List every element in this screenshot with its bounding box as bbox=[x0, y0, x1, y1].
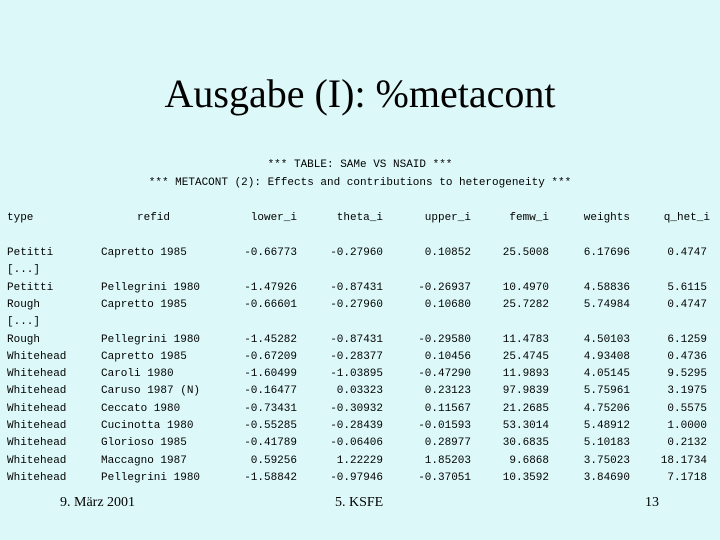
lower-i-cell: -1.60499 bbox=[244, 368, 297, 381]
refid-cell: Ceccato 1980 bbox=[101, 402, 181, 415]
theta-i-cell: -0.97946 bbox=[330, 471, 383, 484]
type-cell: Rough bbox=[7, 298, 41, 311]
femw-i-cell: 10.4970 bbox=[502, 281, 549, 294]
lower-i-cell: -0.73431 bbox=[244, 402, 297, 415]
type-cell: Whitehead bbox=[7, 471, 67, 484]
q-het-i-cell: 18.1734 bbox=[660, 454, 707, 467]
theta-i-cell: -0.87431 bbox=[330, 281, 383, 294]
q-het-i-cell: 1.0000 bbox=[667, 420, 707, 432]
type-cell: Whitehead bbox=[7, 350, 67, 363]
weights-cell: 5.48912 bbox=[583, 420, 630, 432]
column-header-lower-i: lower_i bbox=[250, 212, 297, 224]
lower-i-cell: -0.55285 bbox=[244, 420, 297, 432]
weights-cell: 4.05145 bbox=[583, 368, 630, 381]
type-cell: [...] bbox=[7, 316, 41, 329]
femw-i-cell: 53.3014 bbox=[502, 420, 549, 432]
lower-i-cell: -0.66773 bbox=[244, 247, 297, 259]
table-subtitle: *** METACONT (2): Effects and contributions to heterogeneity *** bbox=[148, 177, 572, 189]
femw-i-cell: 97.9839 bbox=[502, 385, 549, 398]
type-cell: Whitehead bbox=[7, 420, 67, 432]
upper-i-cell: 0.10680 bbox=[424, 298, 471, 311]
column-header-weights: weights bbox=[583, 212, 630, 224]
column-header-refid: refid bbox=[137, 212, 171, 224]
q-het-i-cell: 0.4747 bbox=[667, 298, 707, 311]
type-cell: Whitehead bbox=[7, 385, 67, 398]
lower-i-cell: -1.58842 bbox=[244, 471, 297, 484]
column-header-upper-i: upper_i bbox=[424, 212, 471, 224]
femw-i-cell: 11.4783 bbox=[502, 333, 549, 346]
lower-i-cell: -1.47926 bbox=[244, 281, 297, 294]
footer-event: 5. KSFE bbox=[335, 495, 384, 510]
refid-cell: Capretto 1985 bbox=[101, 298, 187, 311]
lower-i-cell: -0.41789 bbox=[244, 437, 297, 450]
femw-i-cell: 25.5008 bbox=[502, 247, 549, 259]
refid-cell: Caroli 1980 bbox=[101, 368, 174, 381]
q-het-i-cell: 3.1975 bbox=[667, 385, 707, 398]
weights-cell: 4.50103 bbox=[583, 333, 630, 346]
theta-i-cell: -0.28377 bbox=[330, 350, 383, 363]
type-cell: [...] bbox=[7, 264, 41, 277]
femw-i-cell: 25.7282 bbox=[502, 298, 549, 311]
femw-i-cell: 30.6835 bbox=[502, 437, 549, 450]
type-cell: Whitehead bbox=[7, 437, 67, 450]
upper-i-cell: 1.85203 bbox=[424, 454, 471, 467]
theta-i-cell: -1.03895 bbox=[330, 368, 383, 381]
column-header-type: type bbox=[7, 212, 34, 224]
femw-i-cell: 9.6868 bbox=[509, 454, 549, 467]
femw-i-cell: 10.3592 bbox=[502, 471, 549, 484]
upper-i-cell: 0.10456 bbox=[424, 350, 471, 363]
q-het-i-cell: 7.1718 bbox=[667, 471, 707, 484]
theta-i-cell: 1.22229 bbox=[336, 454, 383, 467]
weights-cell: 6.17696 bbox=[583, 247, 630, 259]
refid-cell: Pellegrini 1980 bbox=[101, 281, 201, 294]
upper-i-cell: 0.23123 bbox=[424, 385, 471, 398]
theta-i-cell: -0.06406 bbox=[330, 437, 383, 450]
type-cell: Petitti bbox=[7, 247, 54, 259]
lower-i-cell: -0.16477 bbox=[244, 385, 297, 398]
weights-cell: 3.84690 bbox=[583, 471, 630, 484]
lower-i-cell: -1.45282 bbox=[244, 333, 297, 346]
slide-title: Ausgabe (I): %metacont bbox=[164, 71, 556, 116]
q-het-i-cell: 0.5575 bbox=[667, 402, 707, 415]
upper-i-cell: -0.26937 bbox=[418, 281, 471, 294]
type-cell: Rough bbox=[7, 333, 41, 346]
refid-cell: Cucinotta 1980 bbox=[101, 420, 194, 432]
column-header-theta-i: theta_i bbox=[336, 212, 383, 224]
q-het-i-cell: 0.4747 bbox=[667, 247, 707, 259]
theta-i-cell: -0.30932 bbox=[330, 402, 383, 415]
page-number: 13 bbox=[645, 495, 659, 510]
weights-cell: 5.75961 bbox=[583, 385, 630, 398]
weights-cell: 4.58836 bbox=[583, 281, 630, 294]
q-het-i-cell: 9.5295 bbox=[667, 368, 707, 381]
upper-i-cell: 0.28977 bbox=[424, 437, 471, 450]
weights-cell: 3.75023 bbox=[583, 454, 630, 467]
column-header-q-het-i: q_het_i bbox=[663, 212, 710, 224]
column-header-femw-i: femw_i bbox=[509, 212, 549, 224]
refid-cell: Glorioso 1985 bbox=[101, 437, 187, 450]
refid-cell: Maccagno 1987 bbox=[101, 454, 187, 467]
footer-date: 9. März 2001 bbox=[60, 495, 136, 510]
weights-cell: 4.75206 bbox=[583, 402, 630, 415]
refid-cell: Pellegrini 1980 bbox=[101, 333, 201, 346]
refid-cell: Pellegrini 1980 bbox=[101, 471, 201, 484]
lower-i-cell: -0.66601 bbox=[244, 298, 297, 311]
refid-cell: Caruso 1987 (N) bbox=[101, 385, 201, 398]
theta-i-cell: -0.27960 bbox=[330, 247, 383, 259]
upper-i-cell: -0.47290 bbox=[418, 368, 471, 381]
q-het-i-cell: 5.6115 bbox=[667, 281, 707, 294]
table-subtitle: *** TABLE: SAMe VS NSAID *** bbox=[267, 159, 453, 171]
type-cell: Whitehead bbox=[7, 454, 67, 467]
theta-i-cell: -0.87431 bbox=[330, 333, 383, 346]
weights-cell: 4.93408 bbox=[583, 350, 630, 363]
type-cell: Whitehead bbox=[7, 368, 67, 381]
q-het-i-cell: 0.4736 bbox=[667, 350, 707, 363]
upper-i-cell: 0.10852 bbox=[424, 247, 471, 259]
theta-i-cell: -0.28439 bbox=[330, 420, 383, 432]
q-het-i-cell: 6.1259 bbox=[667, 333, 707, 346]
femw-i-cell: 25.4745 bbox=[502, 350, 549, 363]
theta-i-cell: -0.27960 bbox=[330, 298, 383, 311]
femw-i-cell: 11.9893 bbox=[502, 368, 549, 381]
lower-i-cell: 0.59256 bbox=[250, 454, 297, 467]
upper-i-cell: 0.11567 bbox=[424, 402, 471, 415]
weights-cell: 5.10183 bbox=[583, 437, 630, 450]
type-cell: Petitti bbox=[7, 281, 54, 294]
weights-cell: 5.74984 bbox=[583, 298, 630, 311]
refid-cell: Capretto 1985 bbox=[101, 350, 187, 363]
q-het-i-cell: 0.2132 bbox=[667, 437, 707, 450]
upper-i-cell: -0.37051 bbox=[418, 471, 471, 484]
type-cell: Whitehead bbox=[7, 402, 67, 415]
upper-i-cell: -0.29580 bbox=[418, 333, 471, 346]
lower-i-cell: -0.67209 bbox=[244, 350, 297, 363]
upper-i-cell: -0.01593 bbox=[418, 420, 471, 432]
theta-i-cell: 0.03323 bbox=[336, 385, 383, 398]
femw-i-cell: 21.2685 bbox=[502, 402, 549, 415]
refid-cell: Capretto 1985 bbox=[101, 247, 187, 259]
